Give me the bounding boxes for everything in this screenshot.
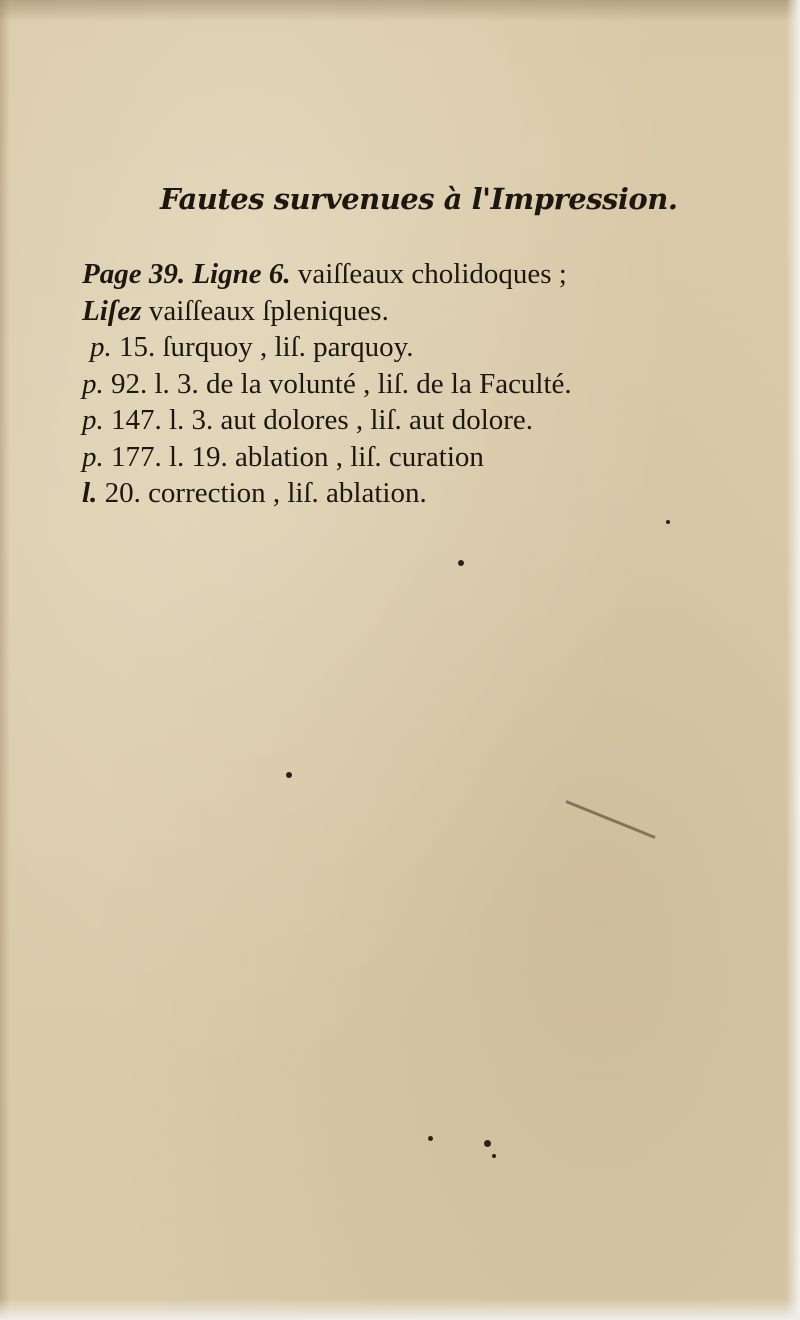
errata-line: [82, 475, 682, 512]
ink-speck: [666, 520, 670, 524]
errata-list: [82, 256, 682, 512]
errata-line: [82, 402, 682, 439]
errata-line: [82, 256, 682, 293]
errata-prefix: p.: [82, 367, 104, 400]
page-edge-left: [0, 0, 10, 1320]
errata-line: [82, 366, 682, 403]
errata-heading: Fautes survenues à l'Impression.: [160, 182, 678, 216]
errata-text: 15. ſurquoy , liſ. parquoy.: [111, 331, 414, 363]
page-edge-top: [0, 0, 800, 22]
page-edge-right: [786, 0, 800, 1320]
errata-text: 20. correction , liſ. ablation.: [97, 477, 427, 509]
errata-prefix: p.: [90, 331, 112, 363]
errata-prefix: p.: [82, 440, 104, 473]
ink-speck: [428, 1136, 433, 1141]
errata-text: 92. l. 3. de la volunté , liſ. de la Faculté.: [103, 367, 572, 400]
errata-text: 177. l. 19. ablation , liſ. curation: [103, 440, 484, 473]
ink-speck: [458, 560, 464, 566]
errata-line: [82, 293, 682, 330]
ink-speck: [484, 1140, 491, 1147]
errata-text: 147. l. 3. aut dolores , liſ. aut dolore.: [103, 404, 534, 436]
errata-text: vaiſſeaux ſpleniques.: [141, 294, 389, 327]
errata-text: vaiſſeaux cholidoques ;: [290, 258, 567, 290]
errata-line: [82, 439, 682, 476]
errata-prefix: Page 39. Ligne 6.: [82, 258, 291, 290]
page-edge-bottom: [0, 1298, 800, 1320]
errata-prefix: l.: [82, 477, 98, 509]
errata-prefix: p.: [82, 404, 104, 436]
errata-prefix: Liſez: [82, 294, 142, 327]
ink-speck: [492, 1154, 496, 1158]
paper-scratch: [565, 800, 655, 839]
errata-line: [82, 329, 682, 366]
ink-speck: [286, 772, 292, 778]
